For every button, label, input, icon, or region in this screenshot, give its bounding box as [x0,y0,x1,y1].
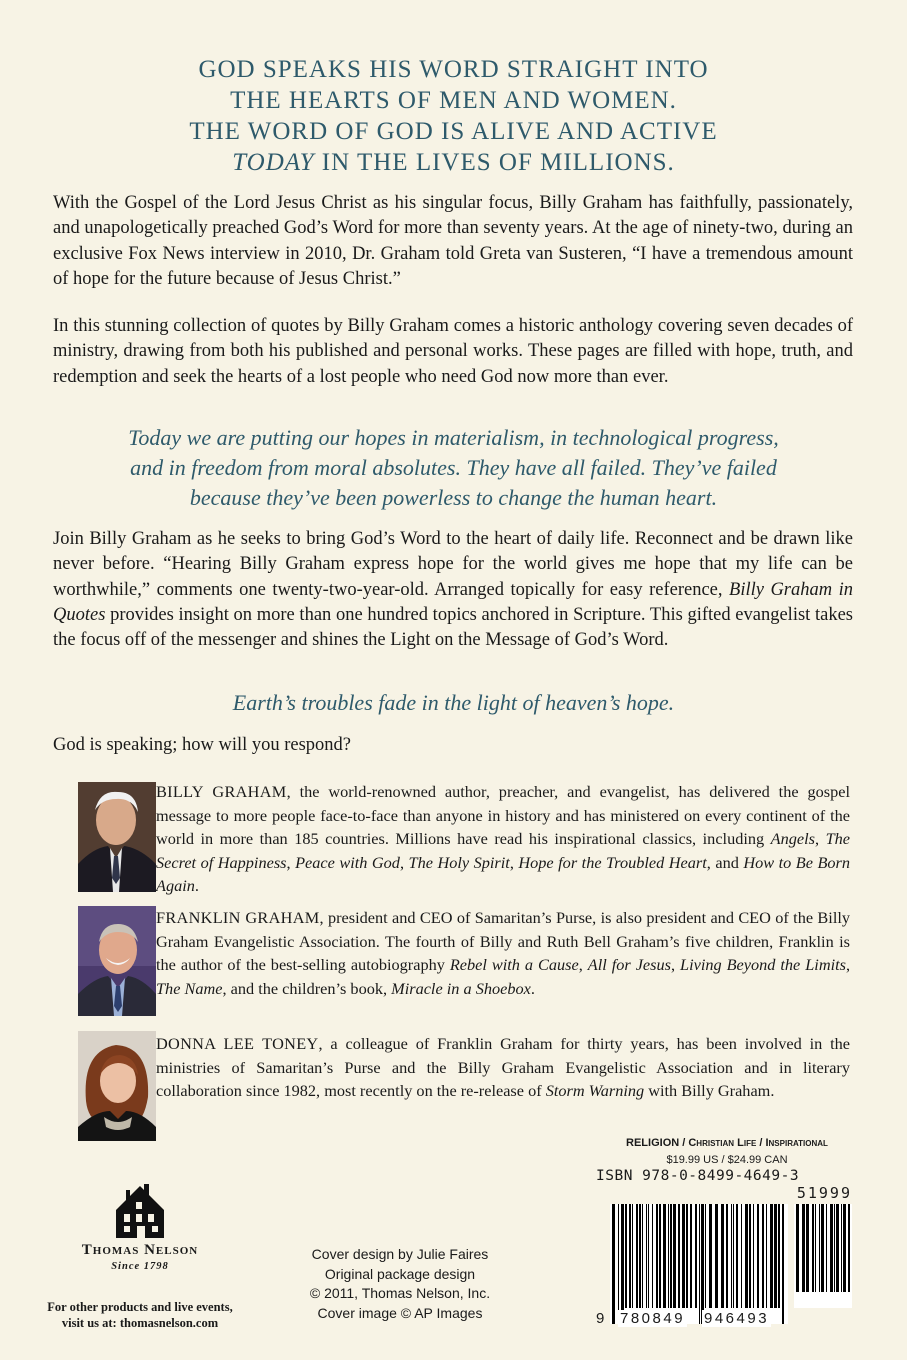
price-addon-barcode [794,1204,852,1308]
join-paragraph [53,527,853,653]
publisher-since: Since 1798 [111,1261,169,1272]
book-title: Rebel with a Cause [449,955,579,975]
bio-text: , [286,852,296,872]
franklin-graham-bio [156,906,850,1000]
book-title: Peace with God [295,852,400,872]
bio-text: with Billy Graham. [644,1081,775,1101]
publisher-info-line [40,1315,240,1331]
author-name: DONNA LEE TONEY [156,1034,319,1053]
book-title: Storm Warning [545,1081,645,1101]
cover-credits [290,1245,510,1323]
headline-emphasis: TODAY [232,149,315,176]
bio-text: , [814,829,826,849]
pull-quote-line: Today we are putting our hopes in materialism, in technological progress, [128,425,779,450]
headline-line: GOD SPEAKS HIS WORD STRAIGHT INTO [198,56,709,83]
pull-quote-hope: Earth’s troubles fade in the light of heaven’s hope. [232,690,675,715]
book-title: How to Be Born Again [156,852,851,896]
bio-text: , a colleague of Franklin Graham for thirty years, has been involved in the ministries of Samaritan’s Purse and the Billy Graham Evangelistic Association and in literary collaboration since 1982, most recently on the re-release of [156,1034,850,1101]
bio-text: , and the children’s book, [222,978,392,998]
billy-graham-bio [156,780,850,898]
ean-barcode [610,1204,788,1324]
publisher-name: Thomas Nelson [81,1242,199,1258]
book-title: The Holy Spirit [408,852,510,872]
book-title: Angels [770,829,815,849]
barcode-digit-first: 9 [596,1310,605,1327]
closing-line: God is speaking; how will you respond? [53,735,352,755]
bio-text: , and [706,852,744,872]
headline-line: THE HEARTS OF MEN AND WOMEN. [230,87,677,114]
headline-line [0,147,907,178]
intro-paragraph: With the Gospel of the Lord Jesus Christ as his singular focus, Billy Graham has faithfully, passionately, and unapologetically preached God’s Word for more than seventy years. At the age of ninety-two, during an exclusive Fox News interview in 2010, Dr. Graham told Greta van Susteren, “I have a tremendous amount of hope for the future because of Jesus Christ.” [53,193,853,289]
house-logo-icon [110,1180,170,1240]
publisher-website-link[interactable]: thomasnelson.com [119,1316,219,1330]
bio-text: , the world-renowned author, preacher, and evangelist, has delivered the gospel message to more people face-to-face than anyone in history and has ministered on every continent of the world in more than 185 countries. Millions have read his inspirational classics, including [156,782,850,849]
description-paragraph: In this stunning collection of quotes by Billy Graham comes a historic anthology covering seven decades of ministry, drawing from both his published and personal works. These pages are filled with hope, truth, and redemption and seek the hearts of a lost people who need God now more than ever. [53,316,853,387]
book-title: Hope for the Troubled Heart [518,852,707,872]
donna-lee-toney-bio [156,1032,850,1103]
credit-line: Original package design [324,1265,476,1282]
bio-text: , [670,955,681,975]
bio-text: , [578,955,588,975]
bio-text: , [845,955,851,975]
book-title: The Name [156,978,223,998]
pull-quote-line: and in freedom from moral absolutes. They have all failed. They’ve failed [130,455,777,480]
credit-line: © 2011, Thomas Nelson, Inc. [309,1285,491,1301]
bio-text: , [399,852,409,872]
publisher-visit-label: visit us at: [61,1316,120,1330]
bio-text: . [194,876,199,896]
author-name: FRANKLIN GRAHAM [156,908,320,927]
donna-lee-toney-photo [78,1031,156,1141]
barcode-graphic [596,1184,858,1334]
bio-text: . [530,978,535,998]
author-name: BILLY GRAHAM [156,782,287,801]
category-label: RELIGION / Christian Life / Inspirational [626,1137,828,1149]
headline-line: THE WORD OF GOD IS ALIVE AND ACTIVE [189,118,718,145]
paragraph-text: provides insight on more than one hundred topics anchored in Scripture. This gifted evangelist takes the focus off of the messenger and shines the Light on the Message of God’s Word. [53,604,853,651]
billy-graham-photo [78,782,156,892]
publisher-block [40,1180,240,1331]
price-code: 51999 [796,1184,852,1202]
pull-quote [0,423,907,513]
book-title: Billy Graham in Quotes [53,579,853,625]
book-title: All for Jesus [587,955,671,975]
franklin-graham-photo [78,906,156,1016]
credit-line: Cover design by Julie Faires [311,1246,489,1262]
isbn-label: ISBN 978-0-8499-4649-3 [596,1168,800,1184]
book-title: Miracle in a Shoebox [391,978,531,998]
credit-line: Cover image © AP Images [317,1304,483,1321]
barcode-block [596,1137,858,1334]
pull-quote-line: because they’ve been powerless to change the human heart. [189,485,718,510]
bio-text: , president and CEO of Samaritan’s Purse, is also president and CEO of the Billy Graham Evangelistic Association. The fourth of Billy and Ruth Bell Graham’s five children, Franklin is the author of the best-selling autobiography [156,908,851,975]
headline-line-rest: IN THE LIVES OF MILLIONS. [314,149,675,176]
book-title: The Secret of Happiness [156,829,850,872]
price-label: $19.99 US / $24.99 CAN [666,1154,788,1166]
cover-headline [0,54,907,178]
paragraph-text: Join Billy Graham as he seeks to bring God’s Word to the heart of daily life. Reconnect and be drawn like never before. “Hearing Billy Graham express hope for the world gives me hope that my life can be worthwhile,” comments one twenty-two-year-old. Arranged topically for easy reference, [53,529,853,600]
book-title: Living Beyond the Limits [680,955,846,975]
bio-text: , [509,852,519,872]
publisher-info-line: For other products and live events, [47,1300,233,1314]
barcode-digits: 780849 [620,1310,686,1327]
barcode-digits: 946493 [704,1310,770,1327]
